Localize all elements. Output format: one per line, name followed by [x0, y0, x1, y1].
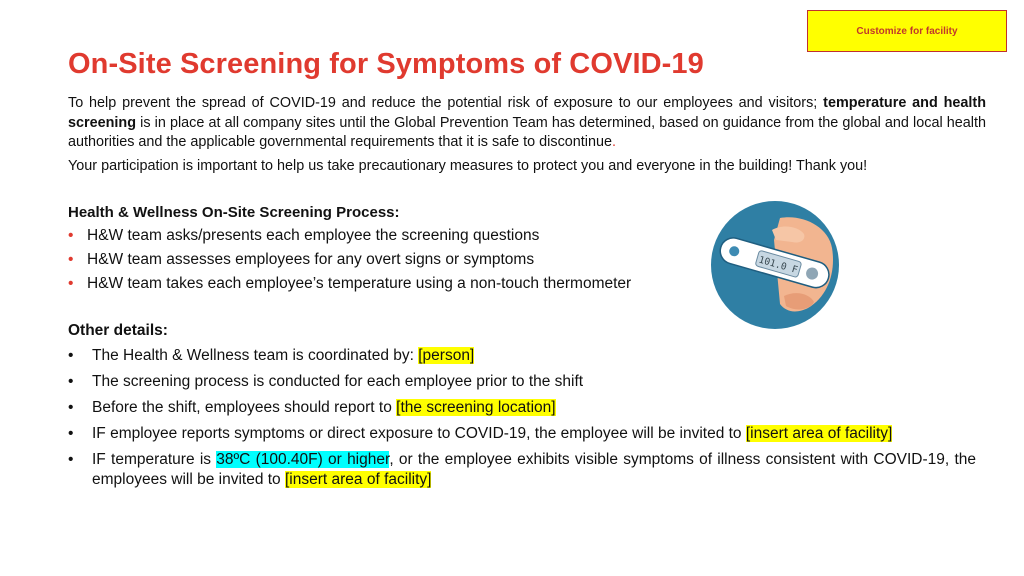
bullet: • [68, 227, 74, 244]
temperature-threshold-highlight: 38ºC (100.40F) or higher [216, 451, 390, 468]
detail-text: The Health & Wellness team is coordinated by: [92, 347, 419, 364]
list-item [68, 398, 976, 418]
process-item-text: H&W team asks/presents each employee the screening questions [87, 227, 540, 244]
intro-period: . [611, 134, 616, 150]
thermometer-illustration [710, 200, 840, 330]
placeholder-highlight: [the screening location] [396, 399, 556, 416]
process-list [68, 224, 708, 296]
list-item [68, 248, 708, 272]
customize-badge-label: Customize for facility [856, 25, 958, 37]
detail-text: IF temperature is [92, 451, 217, 468]
placeholder-highlight: [person] [418, 347, 475, 364]
details-heading: Other details: [68, 322, 168, 339]
bullet: • [68, 275, 74, 292]
details-list [68, 346, 976, 490]
bullet: • [68, 399, 74, 416]
bullet: • [68, 373, 74, 390]
list-item [68, 272, 708, 296]
process-item-text: H&W team takes each employee’s temperature using a non-touch thermometer [87, 275, 632, 292]
process-heading: Health & Wellness On-Site Screening Process: [68, 204, 400, 221]
detail-item-text [92, 372, 976, 392]
bullet: • [68, 425, 74, 442]
bullet: • [68, 251, 74, 268]
placeholder-highlight: [insert area of facility] [745, 425, 893, 442]
detail-text: IF employee reports symptoms or direct exposure to COVID-19, the employee will be invited to [92, 425, 746, 442]
list-item [68, 450, 976, 490]
list-item [68, 224, 708, 248]
placeholder-highlight: [insert area of facility] [285, 471, 432, 488]
thermometer-reading: 101.0 F [757, 254, 799, 277]
detail-item-text [92, 346, 976, 366]
page-title: On-Site Screening for Symptoms of COVID-19 [68, 48, 704, 80]
participation-text: Your participation is important to help us take precautionary measures to protect you and everyone in the building! Thank you! [68, 158, 868, 174]
list-item [68, 424, 976, 444]
intro-paragraph [68, 94, 986, 153]
screening-process-section [68, 204, 708, 296]
detail-text: , or the employee exhibits visible symptoms of illness consistent with COVID-19, the employees will be invited to [92, 451, 976, 488]
list-item [68, 372, 976, 392]
process-item-text: H&W team assesses employees for any overt signs or symptoms [87, 251, 535, 268]
detail-text: The screening process is conducted for each employee prior to the shift [92, 373, 584, 390]
other-details-section [68, 322, 976, 496]
detail-item-text [92, 424, 976, 444]
customize-badge [807, 10, 1007, 52]
bullet: • [68, 451, 74, 468]
intro-bold: temperature and health screening [68, 95, 986, 131]
list-item [68, 346, 976, 366]
intro-text-2: is in place at all company sites until the Global Prevention Team has determined, based on guidance from the global and local health authorities and the applicable governmental requirements that it is safe to discontinue [68, 114, 986, 150]
intro-text-1: To help prevent the spread of COVID-19 and reduce the potential risk of exposure to our employees and visitors; [68, 95, 824, 111]
detail-text: Before the shift, employees should report to [92, 399, 397, 416]
detail-item-text [92, 398, 976, 418]
detail-item-text [92, 450, 976, 490]
bullet: • [68, 347, 74, 364]
